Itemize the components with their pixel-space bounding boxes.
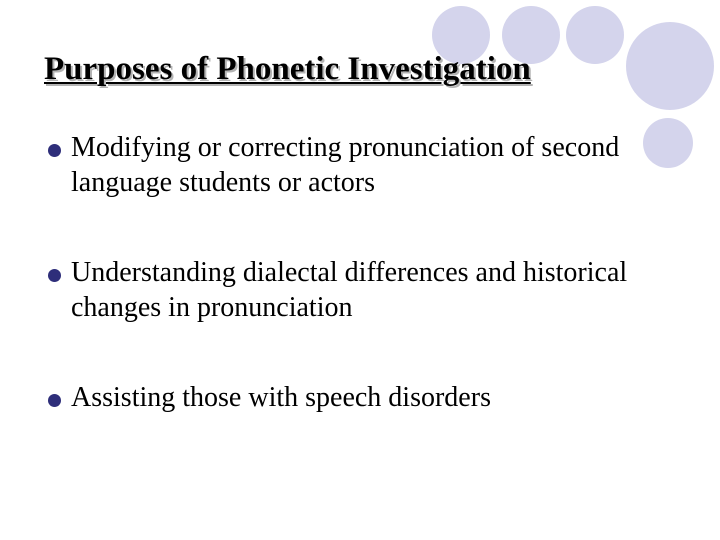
bullet-list [48,130,668,470]
bullet-dot-icon [48,269,61,282]
bullet-text: Modifying or correcting pronunciation of second language students or actors [71,132,620,198]
bullet-item [48,255,668,325]
decorative-circle [566,6,624,64]
bullet-dot-icon [48,144,61,157]
decorative-circle [626,22,714,110]
bullet-item [48,380,668,415]
bullet-text: Assisting those with speech disorders [71,382,491,413]
bullet-text: Understanding dialectal differences and historical changes in pronunciation [71,257,628,323]
bullet-dot-icon [48,394,61,407]
slide-title: Purposes of Phonetic Investigation [44,51,531,87]
bullet-item [48,130,668,200]
